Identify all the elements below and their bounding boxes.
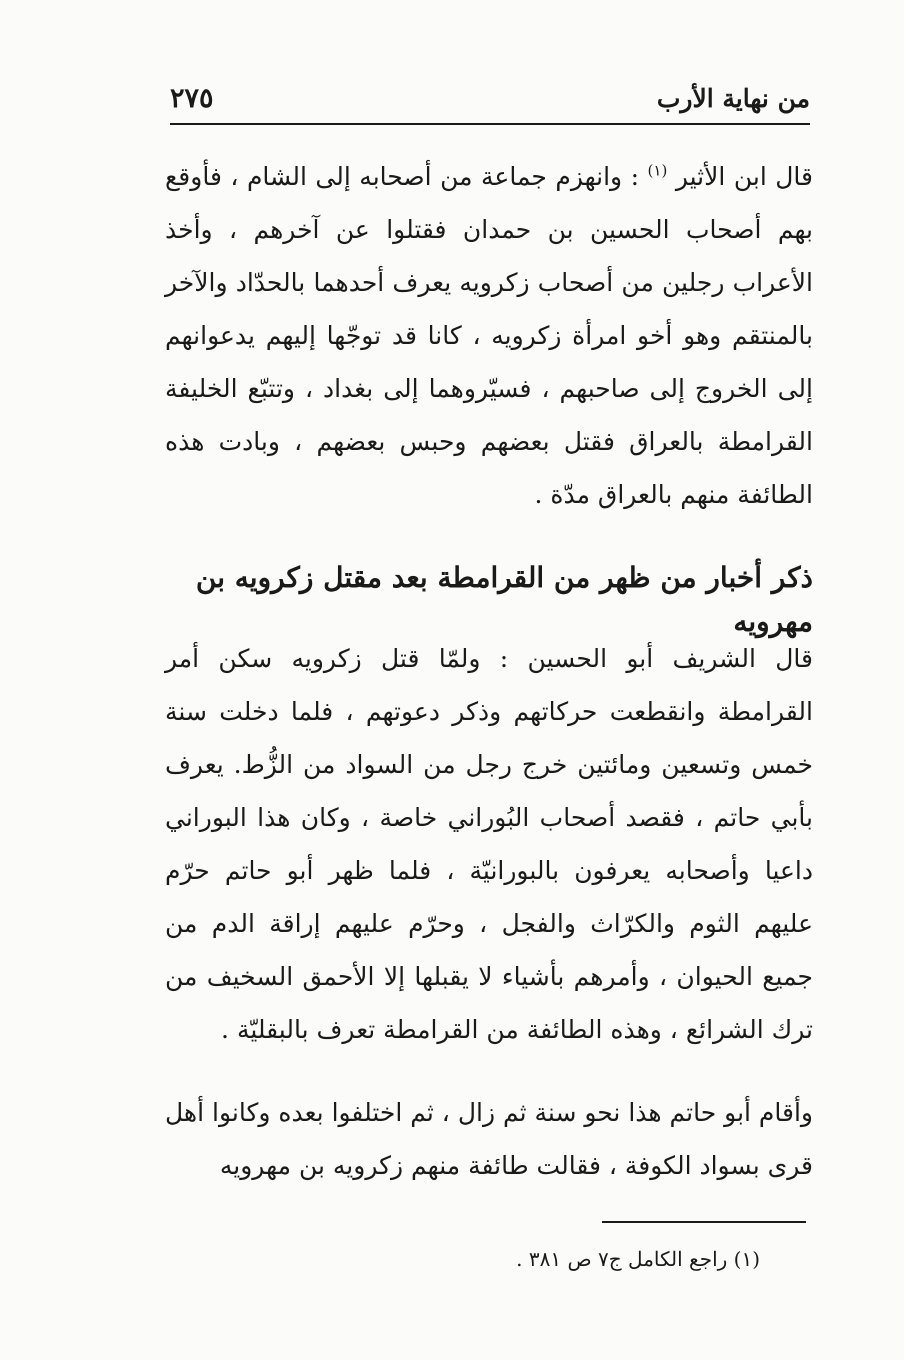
paragraph-1 [165, 150, 813, 521]
paragraph-1-start: قال ابن الأثير [675, 162, 813, 191]
page-number: ٢٧٥ [170, 82, 214, 114]
footnote-marker: (١) [647, 161, 668, 180]
paragraph-3: وأقام أبو حاتم هذا نحو سنة ثم زال ، ثم اختلفوا بعده وكانوا أهل قرى بسواد الكوفة ، فقالت طائفة منهم زكرويه بن مهرويه [165, 1098, 813, 1180]
page-header [170, 78, 810, 118]
paragraph-2: قال الشريف أبو الحسين : ولمّا قتل زكرويه سكن أمر القرامطة وانقطعت حركاتهم وذكر دعوتهم ، فلما دخلت سنة خمس وتسعين ومائتين خرج رجل من السواد من الزُّط. يعرف بأبي حاتم ، فقصد أصحاب البُوراني خاصة ، وكان هذا البوراني داعيا وأصحابه يعرفون بالبورانيّة ، فلما ظهر أبو حاتم حرّم عليهم الثوم والكرّاث والفجل ، وحرّم عليهم إراقة الدم من جميع الحيوان ، وأمرهم بأشياء لا يقبلها إلا الأحمق السخيف من ترك الشرائع ، وهذه الطائفة من القرامطة تعرف بالبقليّة . [165, 644, 813, 1044]
section-heading: ذكر أخبار من ظهر من القرامطة بعد مقتل زكرويه بن مهرويه [195, 561, 813, 638]
header-rule [170, 123, 810, 125]
running-title: من نهاية الأرب [656, 83, 810, 113]
paragraph-1-rest: : وانهزم جماعة من أصحابه إلى الشام ، فأوقع بهم أصحاب الحسين بن حمدان فقتلوا عن آخرهم ، وأخذ الأعراب رجلين من أصحاب زكرويه يعرف أحدهما بالحدّاد والآخر بالمنتقم وهو أخو امرأة زكرويه ، كانا قد توجّها إليهم يدعوانهم إلى الخروج إلى صاحبهم ، فسيّروهما إلى بغداد ، وتتبّع الخليفة القرامطة بالعراق فقتل بعضهم وحبس بعضهم ، وبادت هذه الطائفة منهم بالعراق مدّة . [165, 162, 813, 509]
footnote-rule [602, 1221, 806, 1223]
footnote: (١) راجع الكامل ج٧ ص ٣٨١ . [516, 1247, 760, 1271]
